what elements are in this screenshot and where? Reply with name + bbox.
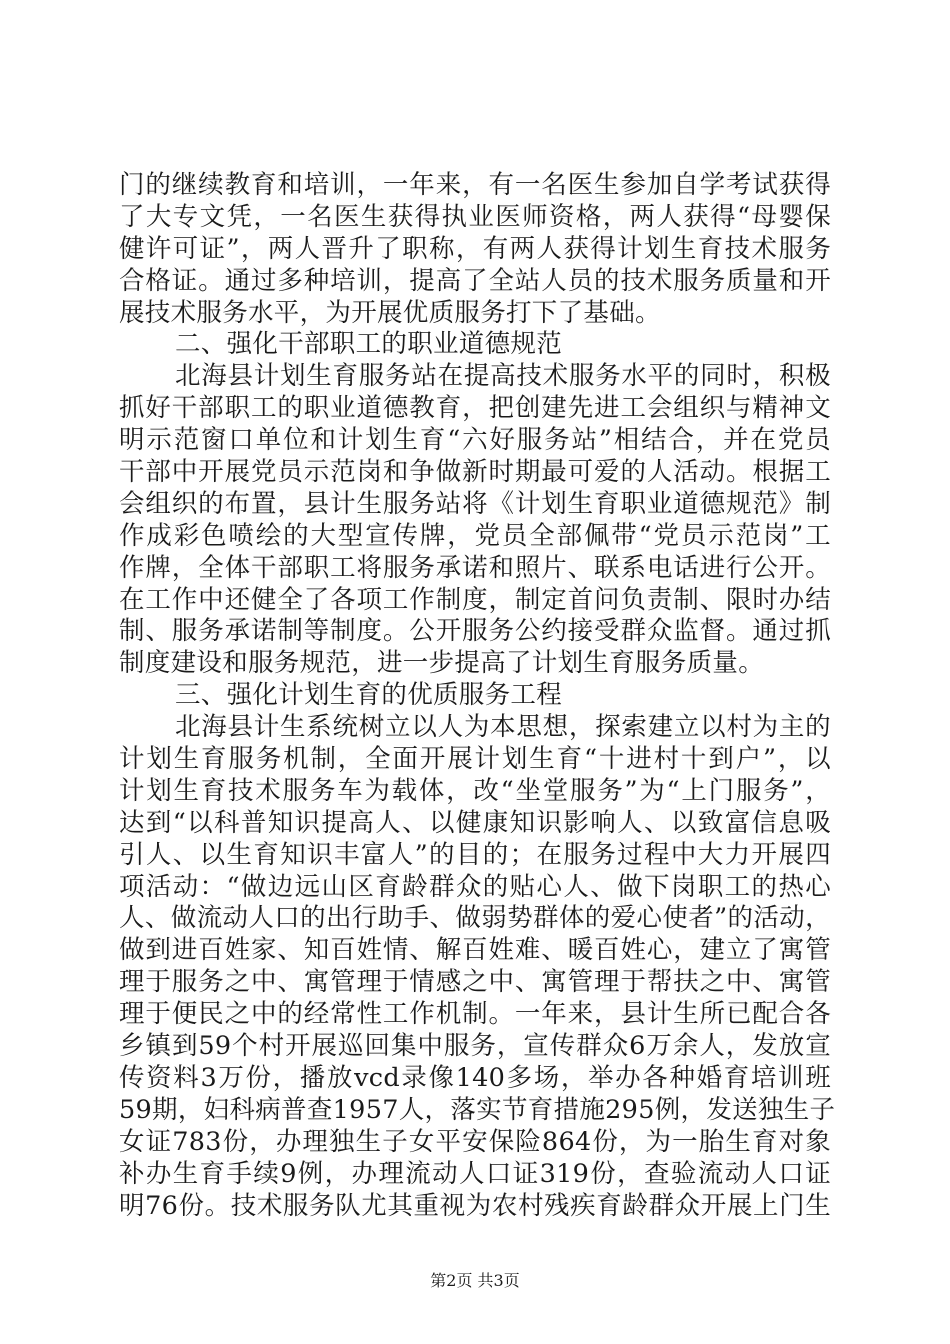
text-line: 乡镇到59个村开展巡回集中服务，宣传群众6万余人，发放宣 (119, 1031, 831, 1062)
text-line: 补办生育手续9例，办理流动人口证319份，查验流动人口证 (119, 1158, 831, 1189)
text-line: 项活动：“做边远山区育龄群众的贴心人、做下岗职工的热心 (119, 871, 831, 902)
section-heading: 二、强化干部职工的职业道德规范 (175, 329, 563, 360)
text-line: 计划生育技术服务车为载体，改“坐堂服务”为“上门服务”， (119, 775, 831, 806)
page-footer: 第2页 共3页 (430, 1271, 520, 1290)
text-line: 抓好干部职工的职业道德教育，把创建先进工会组织与精神文 (119, 393, 831, 424)
text-line: 达到“以科普知识提高人、以健康知识影响人、以致富信息吸 (119, 807, 831, 838)
text-line: 传资料3万份，播放vcd录像140多场，举办各种婚育培训班 (119, 1062, 831, 1093)
body-text (119, 170, 836, 1222)
text-line: 明76份。技术服务队尤其重视为农村残疾育龄群众开展上门生 (119, 1190, 831, 1221)
text-line: 制度建设和服务规范，进一步提高了计划生育服务质量。 (119, 648, 765, 679)
text-line: 了大专文凭，一名医生获得执业医师资格，两人获得“母婴保 (119, 201, 831, 232)
text-line: 干部中开展党员示范岗和争做新时期最可爱的人活动。根据工 (119, 457, 831, 488)
text-line: 作成彩色喷绘的大型宣传牌，党员全部佩带“党员示范岗”工 (119, 520, 831, 551)
text-line: 理于便民之中的经常性工作机制。一年来，县计生所已配合各 (119, 999, 831, 1030)
text-line: 会组织的布置，县计生服务站将《计划生育职业道德规范》制 (119, 488, 831, 519)
paragraph-first-line: 北海县计生系统树立以人为本思想，探索建立以村为主的 (175, 712, 831, 743)
text-line: 做到进百姓家、知百姓情、解百姓难、暖百姓心，建立了寓管 (119, 935, 831, 966)
text-line: 计划生育服务机制，全面开展计划生育“十进村十到户”，以 (119, 744, 831, 775)
text-line: 人、做流动人口的出行助手、做弱势群体的爱心使者”的活动， (119, 903, 831, 934)
text-line: 作牌，全体干部职工将服务承诺和照片、联系电话进行公开。 (119, 552, 831, 583)
text-line: 合格证。通过多种培训，提高了全站人员的技术服务质量和开 (119, 265, 831, 296)
text-line: 在工作中还健全了各项工作制度，制定首问负责制、限时办结 (119, 584, 831, 615)
text-line: 展技术服务水平，为开展优质服务打下了基础。 (119, 297, 661, 328)
text-line: 女证783份，办理独生子女平安保险864份，为一胎生育对象 (119, 1126, 831, 1157)
text-line: 健许可证”，两人晋升了职称，有两人获得计划生育技术服务 (119, 233, 831, 264)
text-line: 制、服务承诺制等制度。公开服务公约接受群众监督。通过抓 (119, 616, 831, 647)
section-heading: 三、强化计划生育的优质服务工程 (175, 680, 563, 711)
text-line: 门的继续教育和培训，一年来，有一名医生参加自学考试获得 (119, 170, 831, 200)
text-line: 59期，妇科病普查1957人，落实节育措施295例，发送独生子 (119, 1094, 836, 1125)
text-line: 理于服务之中、寓管理于情感之中、寓管理于帮扶之中、寓管 (119, 967, 831, 998)
paragraph-first-line: 北海县计划生育服务站在提高技术服务水平的同时，积极 (175, 361, 831, 392)
text-line: 明示范窗口单位和计划生育“六好服务站”相结合，并在党员 (119, 425, 831, 456)
text-line: 引人、以生育知识丰富人”的目的；在服务过程中大力开展四 (119, 839, 831, 870)
